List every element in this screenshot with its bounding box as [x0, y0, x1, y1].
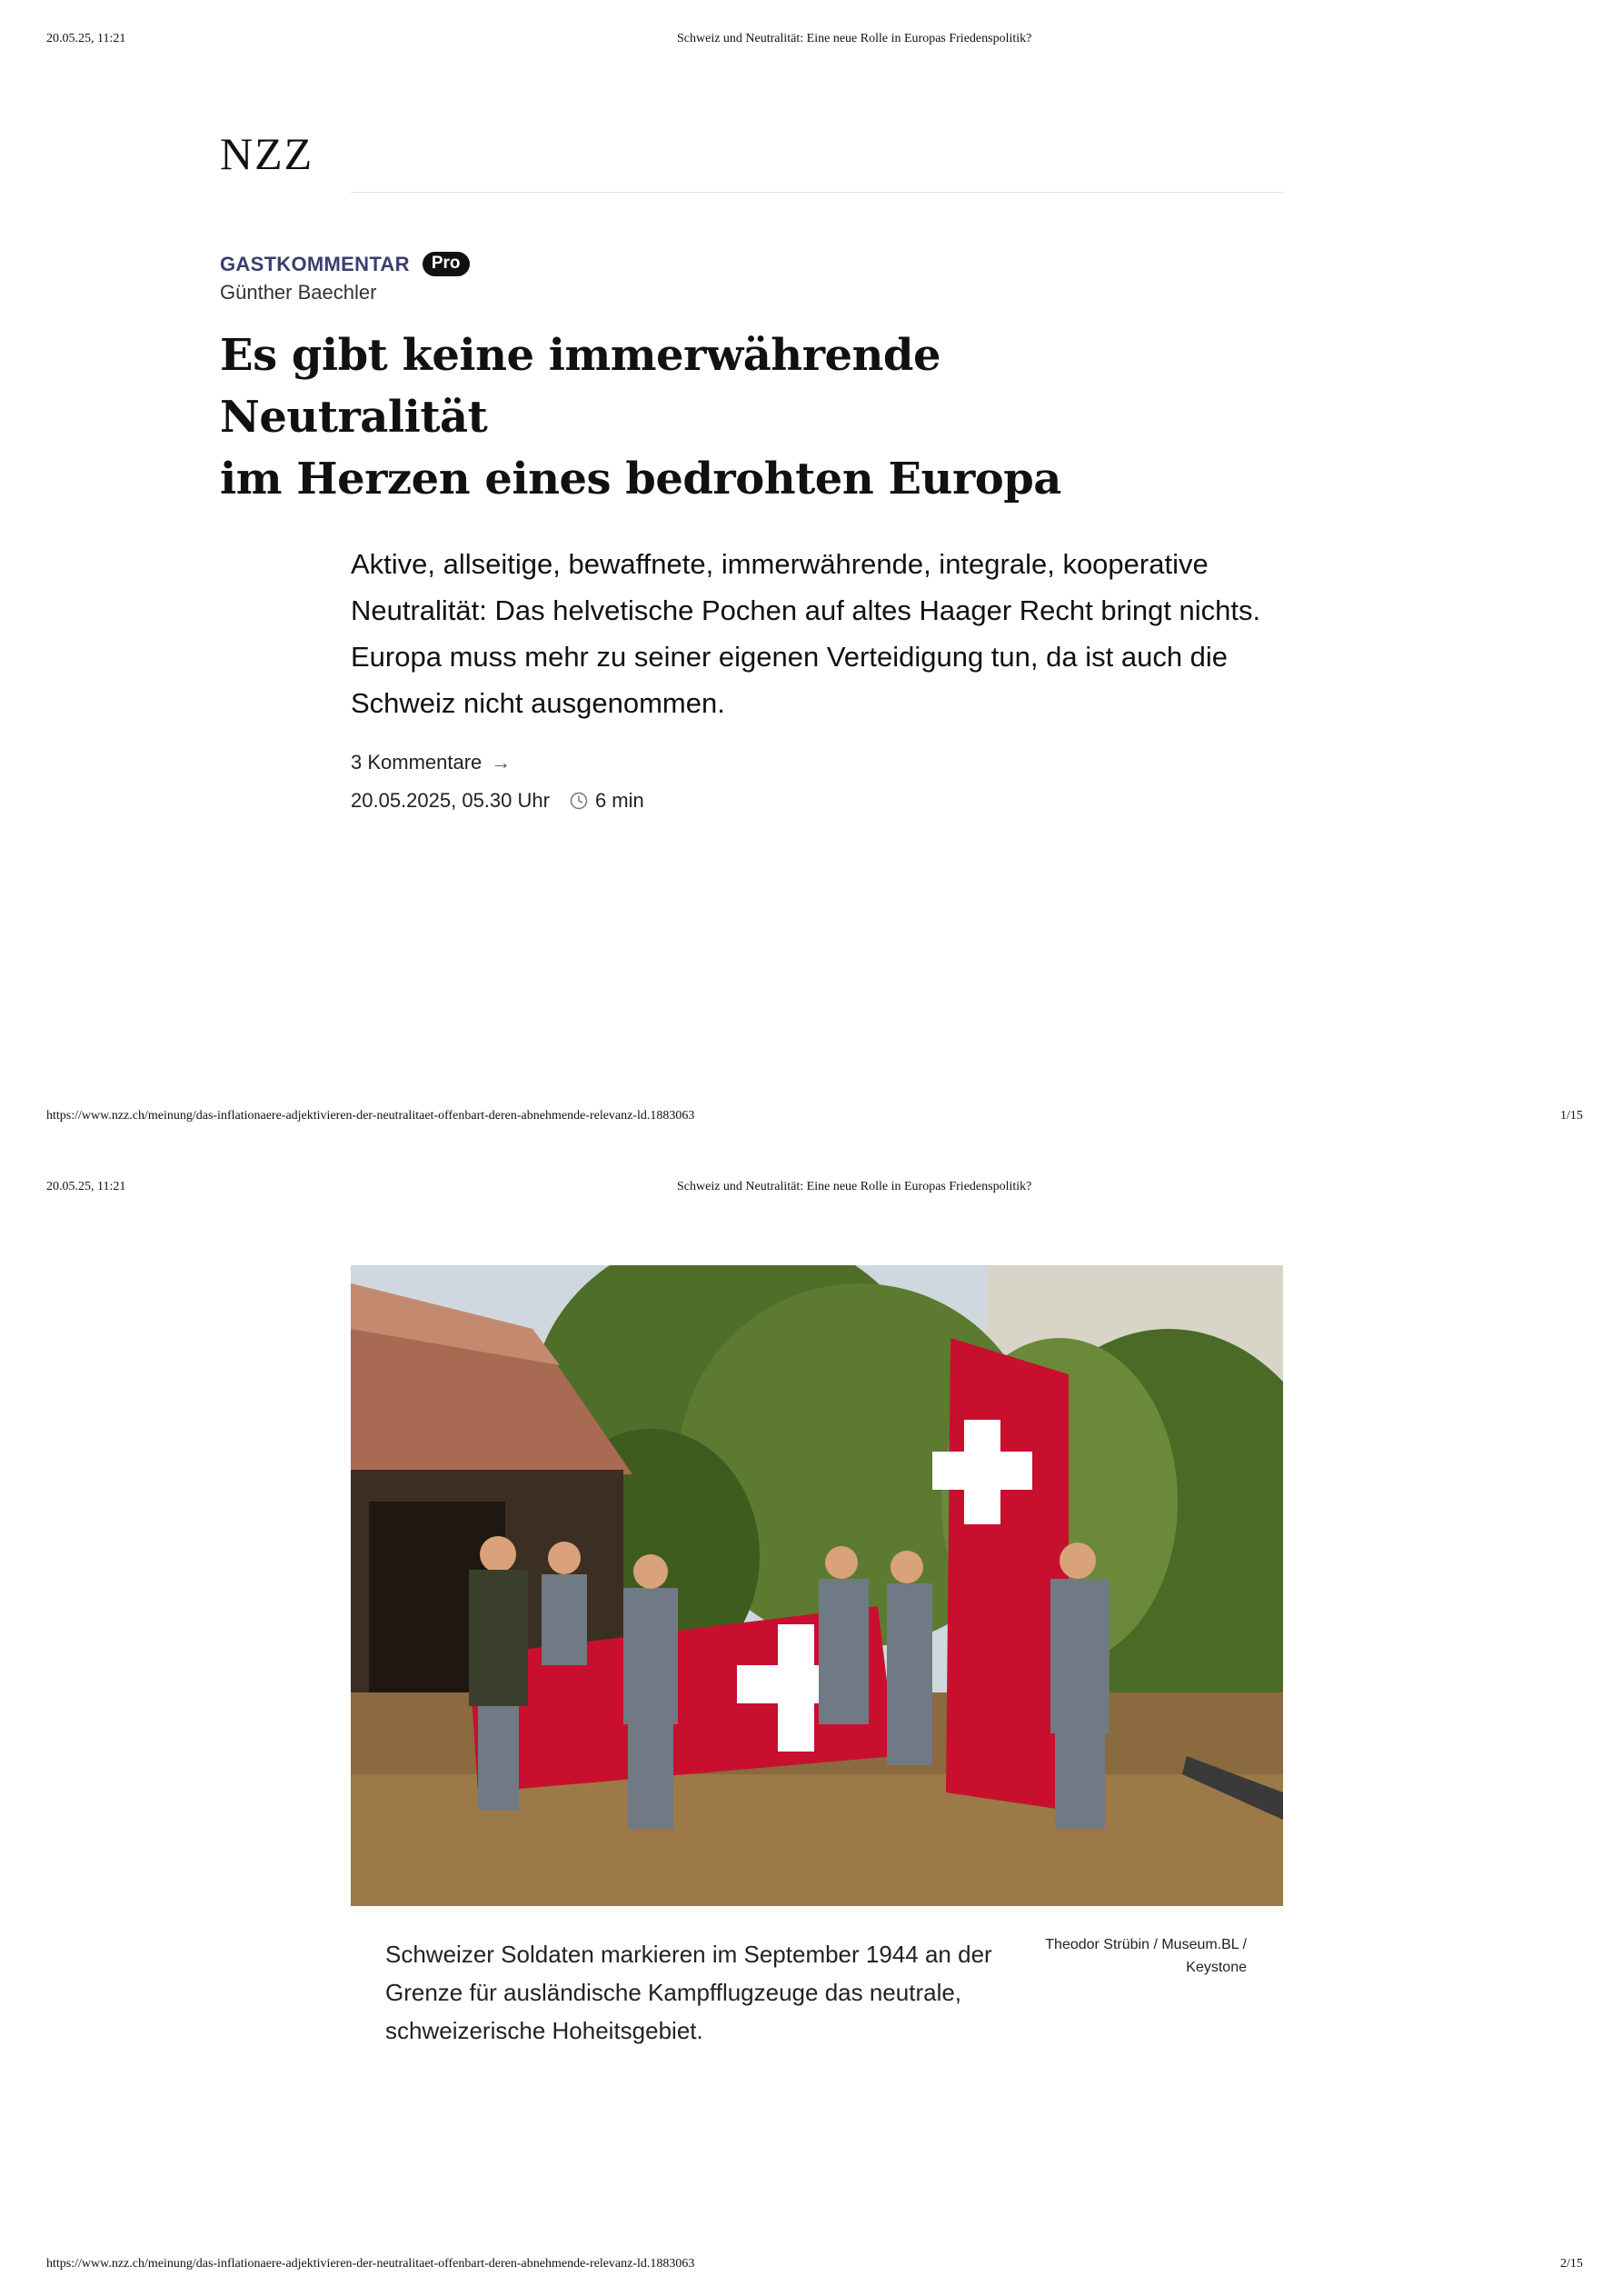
- article-meta: [351, 789, 644, 813]
- photo-caption: Schweizer Soldaten markieren im September 1944 an der Grenze für ausländische Kampfflugzeuge das neutrale, schweizerische Hoheitsgebiet.: [385, 1941, 992, 2044]
- clock-icon: [570, 792, 588, 810]
- print-page-2: [0, 1148, 1622, 2296]
- headline-line-2: im Herzen eines bedrohten Europa: [220, 454, 1061, 504]
- headline-line-1: Es gibt keine immerwährende Neutralität: [220, 330, 941, 443]
- soldiers-with-swiss-flags-illustration: [351, 1265, 1283, 1906]
- print-url: https://www.nzz.ch/meinung/das-inflationaere-adjektivieren-der-neutralitaet-offenbart-deren-abnehmende-relevanz-ld.1883063: [46, 2257, 695, 2271]
- photo-credit-line-1: Theodor Strübin / Museum.BL /: [1045, 1937, 1247, 1952]
- print-page-number: 1/15: [1560, 1109, 1583, 1123]
- print-doc-title: Schweiz und Neutralität: Eine neue Rolle in Europas Friedenspolitik?: [677, 32, 1032, 45]
- publish-date: 20.05.2025, 05.30 Uhr: [351, 789, 550, 812]
- header-divider: [351, 192, 1283, 193]
- article-photo: [351, 1265, 1283, 1906]
- article-lead: Aktive, allseitige, bewaffnete, immerwährende, integrale, kooperative Neutralität: Das helvetische Pochen auf altes Haager Recht bringt nichts. Europa muss mehr zu seiner eigenen Verteidigung tun, da ist auch die Schweiz nicht ausgenommen.: [351, 548, 1261, 719]
- print-doc-title: Schweiz und Neutralität: Eine neue Rolle in Europas Friedenspolitik?: [677, 1180, 1032, 1193]
- print-page-number: 2/15: [1560, 2257, 1583, 2271]
- print-url: https://www.nzz.ch/meinung/das-inflationaere-adjektivieren-der-neutralitaet-offenbart-deren-abnehmende-relevanz-ld.1883063: [46, 1109, 695, 1123]
- reading-time: 6 min: [594, 789, 644, 812]
- article-author[interactable]: Günther Baechler: [220, 281, 377, 304]
- article-headline: [220, 324, 1174, 510]
- print-datetime: 20.05.25, 11:21: [46, 1180, 126, 1193]
- kicker-row: [220, 252, 470, 276]
- print-datetime: 20.05.25, 11:21: [46, 32, 126, 45]
- pro-badge: Pro: [423, 252, 470, 276]
- comments-label: 3 Kommentare: [351, 751, 483, 774]
- article-kicker[interactable]: GASTKOMMENTAR: [220, 252, 410, 275]
- photo-credit: [1000, 1933, 1247, 1979]
- arrow-right-icon: →: [491, 751, 512, 774]
- nzz-logo[interactable]: NZZ: [220, 128, 314, 179]
- photo-credit-line-2: Keystone: [1186, 1960, 1247, 1975]
- comments-link[interactable]: [351, 751, 511, 774]
